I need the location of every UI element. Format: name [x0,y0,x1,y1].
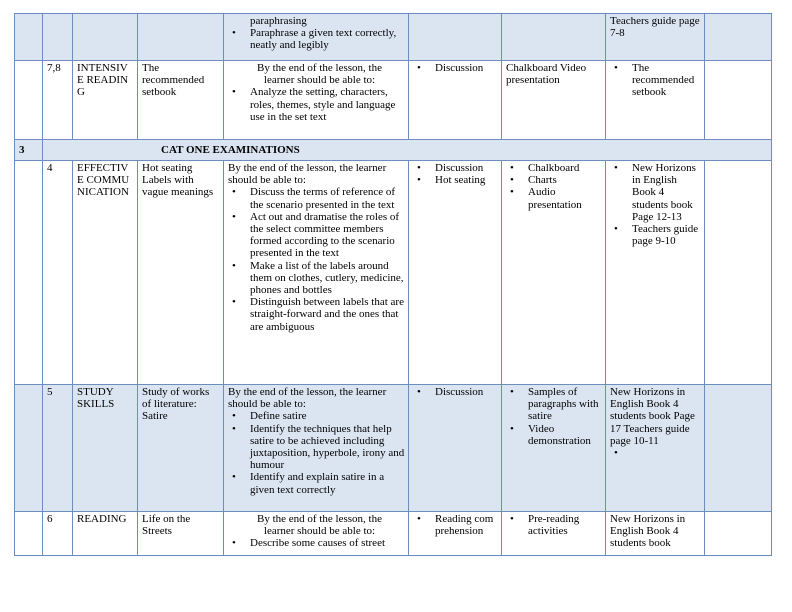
substrand-cell: Hot seating Labels with vague meanings [138,161,224,385]
outcomes-intro: By the end of the lesson, the learner should be able to: [257,62,382,87]
outcome-item: • Make a list of the labels around them on clothes, cutlery, medicine, phones and bottles [250,260,405,297]
outcome-item: • Identify the techniques that help satire to be achieved including juxtaposition, hyperbole, irony and humour [250,423,405,472]
experiences-cell [409,385,502,512]
week-cell [15,14,43,61]
reference-item: • The recommended setbook [632,62,701,99]
outcomes-intro: By the end of the lesson, the learner should be able to: [228,386,387,411]
resource-item: • Charts [528,174,602,186]
references-cell [606,512,705,556]
remarks-cell [705,512,772,556]
strand-text: INTENSIVE READING [77,62,129,99]
resource-item: • Pre-reading activities [528,513,602,537]
scheme-of-work-table [14,13,772,556]
table-row [15,385,772,512]
remarks-cell [705,385,772,512]
exam-row [15,140,772,161]
lesson-cell [43,14,73,61]
substrand-cell [138,14,224,61]
experience-item: • Discussion [435,162,498,174]
table-row [15,161,772,385]
resource-item: • Video demonstration [528,423,602,447]
remarks-cell [705,161,772,385]
lesson-cell: 5 [43,385,73,512]
table-row [15,61,772,140]
lesson-cell: 4 [43,161,73,385]
strand-cell [73,161,138,385]
lesson-cell: 7,8 [43,61,73,140]
experiences-cell [409,61,502,140]
resource-item: • Chalkboard [528,162,602,174]
exam-label: CAT ONE EXAMINATIONS [161,144,300,157]
remarks-cell [705,61,772,140]
week-cell [15,161,43,385]
resources-cell [502,385,606,512]
strand-cell: READING [73,512,138,556]
experiences-cell [409,161,502,385]
experiences-cell [409,512,502,556]
outcome-item: • Paraphrase a given text correctly, neatly and legibly [250,27,405,51]
experience-text: Reading comprehension [435,513,494,538]
resources-cell [502,161,606,385]
week-cell [15,512,43,556]
resources-cell [502,61,606,140]
remarks-cell [705,14,772,61]
week-cell [15,61,43,140]
references-cell [606,385,705,512]
substrand-cell: Study of works of literature: Satire [138,385,224,512]
strand-text: EFFECTIVE COMMUNICATION [77,162,130,199]
outcomes-cell [224,512,409,556]
table-row [15,512,772,556]
outcome-item: • Define satire [250,410,405,422]
experience-item [435,513,498,537]
outcome-item: • Act out and dramatise the roles of the select committee members formed according to the scenario presented in the text [250,211,405,260]
strand-cell: STUDY SKILLS [73,385,138,512]
resource-item: • Audio presentation [528,186,602,210]
outcome-continuation: paraphrasing [250,15,307,27]
references-text: New Horizons in English Book 4 students book [610,513,686,550]
reference-item: • New Horizons in English Book 4 students book Page 12-13 [632,162,701,223]
resources-cell [502,14,606,61]
references-cell [606,61,705,140]
references-cell [606,14,705,61]
experience-item: • Hot seating [435,174,498,186]
outcome-item: • Distinguish between labels that are straight-forward and the ones that are ambiguous [250,296,405,333]
exam-label-cell [43,140,772,161]
outcome-item: • Describe some causes of street [250,537,405,549]
outcomes-intro: By the end of the lesson, the learner should be able to: [257,513,382,538]
references-text: Teachers guide page 7-8 [610,15,700,40]
outcomes-intro: By the end of the lesson, the learner should be able to: [228,162,387,187]
resource-item: • Samples of paragraphs with satire [528,386,602,423]
outcome-item: • Analyze the setting, characters, roles, themes, style and language use in the set text [250,86,405,123]
strand-cell [73,61,138,140]
experiences-cell [409,14,502,61]
exam-week-cell: 3 [15,140,43,161]
resources-text: Chalkboard Video presentation [506,62,587,87]
reference-item: • Teachers guide page 9-10 [632,223,701,247]
outcomes-cell [224,61,409,140]
outcomes-cell [224,385,409,512]
week-cell [15,385,43,512]
scheme-of-work-page [14,13,771,556]
table-row [15,14,772,61]
outcome-item: • Discuss the terms of reference of the scenario presented in the text [250,186,405,210]
outcomes-cell [224,161,409,385]
resources-cell [502,512,606,556]
substrand-cell: The recommended setbook [138,61,224,140]
references-text: New Horizons in English Book 4 students book Page 17 Teachers guide page 10-11 [610,386,695,447]
experience-item: • Discussion [435,62,498,74]
outcome-item: • Identify and explain satire in a given text correctly [250,471,405,495]
lesson-cell: 6 [43,512,73,556]
experience-item: • Discussion [435,386,498,398]
outcomes-cell [224,14,409,61]
empty-bullet: • [614,447,618,460]
references-cell [606,161,705,385]
strand-cell [73,14,138,61]
substrand-cell: Life on the Streets [138,512,224,556]
